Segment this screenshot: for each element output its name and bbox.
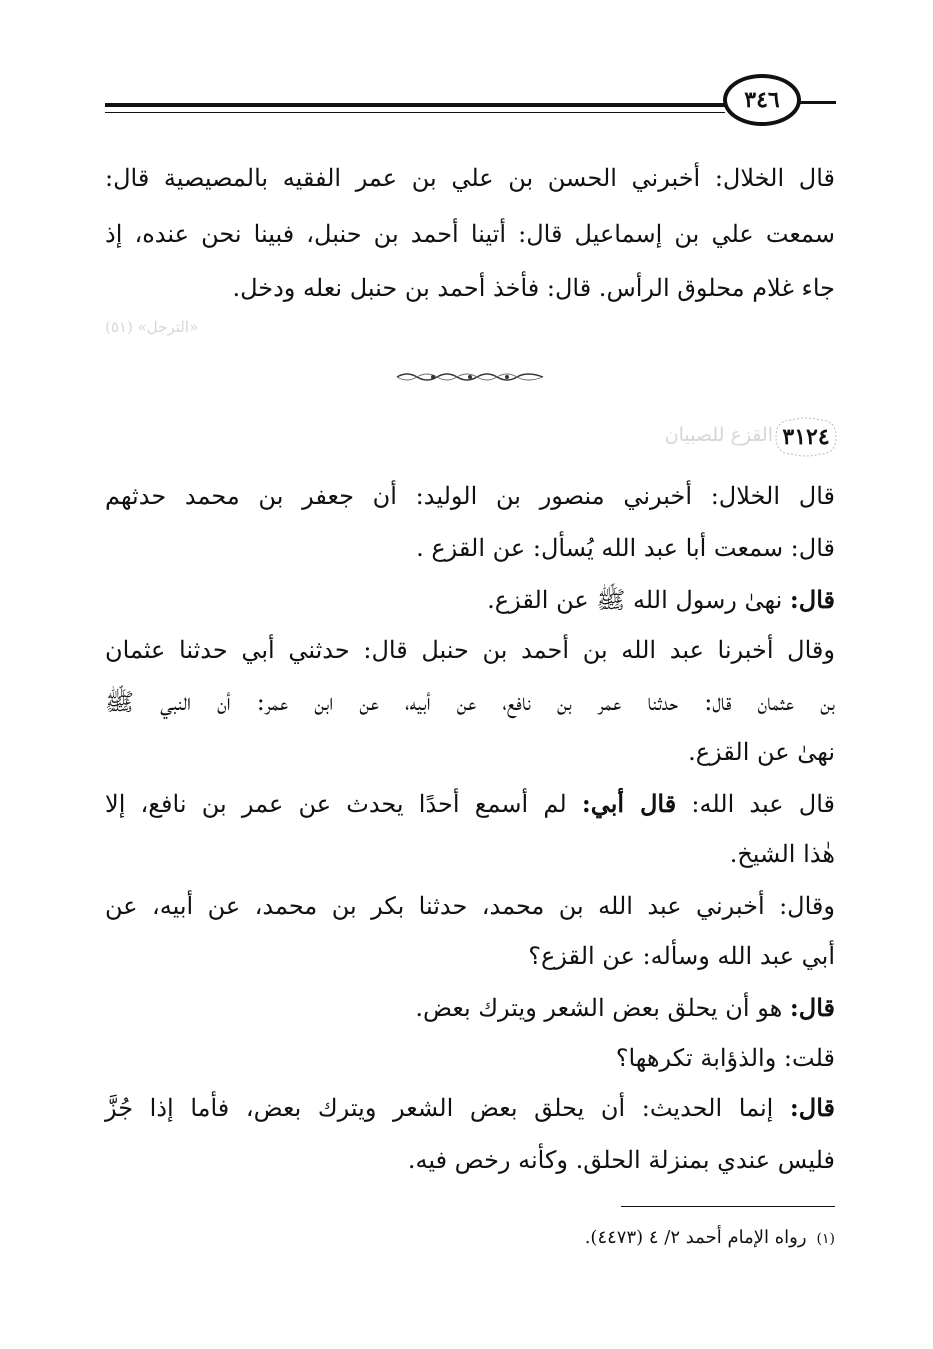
speaker-label: قال: bbox=[789, 993, 835, 1022]
body-p3-line-3: نهىٰ عن القزع. bbox=[688, 738, 835, 766]
body-p5-line-2: أبي عبد الله وسأله: عن القزع؟ bbox=[528, 942, 835, 970]
faint-note: «الترجل» (٥١) bbox=[105, 318, 199, 336]
body-p3-line-2: بن عثمان قال: حدثنا عمر بن نافع، عن أبيه، عن ابن عمر: أن النبي ﷺ bbox=[105, 688, 835, 716]
body-p5-line-1: وقال: أخبرني عبد الله بن محمد، حدثنا بكر بن محمد، عن أبيه، عن bbox=[105, 892, 835, 920]
section-title-faint: القزع للصبيان bbox=[664, 424, 773, 446]
header-rule-thick bbox=[105, 103, 725, 107]
body-p8-line-2: فليس عندي بمنزلة الحلق. وكأنه رخص فيه. bbox=[407, 1146, 835, 1174]
header-rule-right bbox=[800, 101, 836, 104]
header-rule-thin bbox=[105, 112, 725, 113]
footnote-number: (١) bbox=[816, 1231, 835, 1247]
body-p1-line-1: قال الخلال: أخبرني منصور بن الوليد: أن جعفر بن محمد حدثهم bbox=[105, 482, 835, 510]
body-p7: قلت: والذؤابة تكرهها؟ bbox=[615, 1044, 835, 1072]
section-number: ٣١٢٤ bbox=[782, 424, 830, 450]
body-p2 bbox=[145, 580, 835, 620]
page-number: ٣٤٦ bbox=[723, 74, 801, 126]
body-p3-line-1: وقال أخبرنا عبد الله بن أحمد بن حنبل قال: حدثني أبي حدثنا عثمان bbox=[105, 636, 835, 664]
body-p8-line-1 bbox=[105, 1088, 835, 1128]
body-p4-line-2: هٰذا الشيخ. bbox=[729, 840, 835, 868]
speaker-label: قال أبي: bbox=[581, 789, 677, 818]
footnote-rule bbox=[621, 1206, 835, 1207]
intro-line-1: قال الخلال: أخبرني الحسن بن علي بن عمر الفقيه بالمصيصية قال: bbox=[105, 164, 835, 192]
body-p8-text: إنما الحديث: أن يحلق بعض الشعر ويترك بعض، فأما إذا جُزَّ bbox=[105, 1094, 790, 1122]
section-number-badge bbox=[772, 414, 840, 460]
body-p2-text: نهىٰ رسول الله ﷺ عن القزع. bbox=[487, 586, 790, 614]
speaker-label: قال: bbox=[789, 585, 835, 614]
intro-line-2: سمعت علي بن إسماعيل قال: أتينا أحمد بن حنبل، فبينا نحن عنده، إذ bbox=[105, 220, 835, 248]
footnote-text: رواه الإمام أحمد ٢/ ٤ (٤٤٧٣). bbox=[584, 1227, 807, 1248]
body-p1-line-2: قال: سمعت أبا عبد الله يُسأل: عن القزع . bbox=[416, 534, 835, 562]
speaker-label: قال: bbox=[789, 1093, 835, 1122]
body-p6-text: هو أن يحلق بعض الشعر ويترك بعض. bbox=[415, 994, 790, 1022]
body-p4-prefix: قال عبد الله: bbox=[676, 790, 836, 818]
body-p4-rest: لم أسمع أحدًا يحدث عن عمر بن نافع، إلا bbox=[105, 790, 582, 818]
body-p6 bbox=[145, 988, 835, 1028]
divider-ornament-icon bbox=[395, 370, 545, 384]
intro-line-3: جاء غلام محلوق الرأس. قال: فأخذ أحمد بن حنبل نعله ودخل. bbox=[232, 274, 835, 302]
footnote bbox=[585, 1224, 835, 1253]
body-p4-line-1 bbox=[105, 784, 835, 824]
